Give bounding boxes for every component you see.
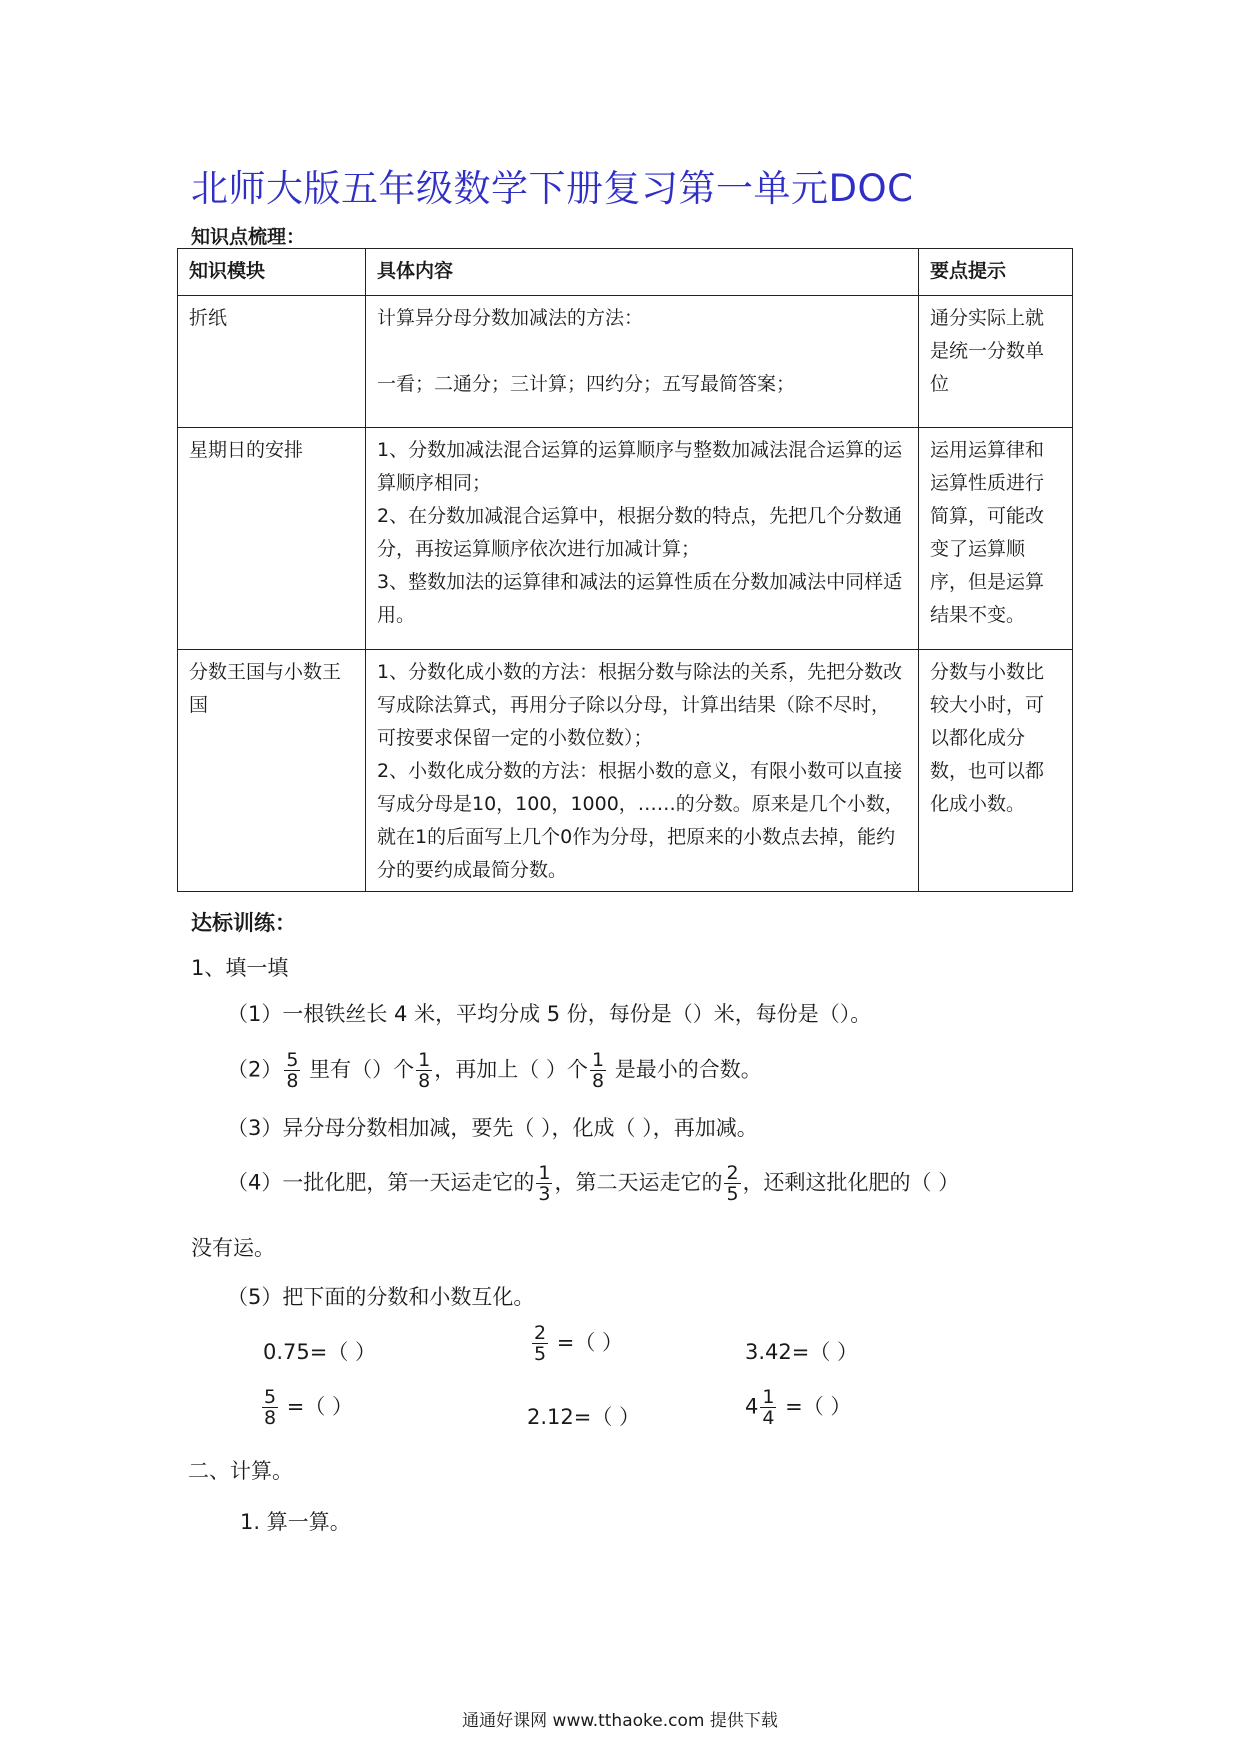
row-tip: 通分实际上就是统一分数单位 <box>919 296 1073 428</box>
fraction: $\frac{1}{4}$ <box>762 1386 775 1429</box>
content-line: 3、整数加法的运算律和减法的运算性质在分数加减法中同样适用。 <box>377 571 903 626</box>
knowledge-table <box>177 248 1073 892</box>
header-content: 具体内容 <box>366 249 919 296</box>
fraction: $\frac{5}{8}$ <box>286 1049 299 1092</box>
conversion-item: $\frac{2}{5}$ =（ ） <box>534 1322 624 1365</box>
part1-heading: 1、填一填 <box>191 956 289 980</box>
row-module: 分数王国与小数王国 <box>178 650 366 892</box>
row-content <box>366 650 919 892</box>
fraction: $\frac{2}{5}$ <box>534 1322 547 1365</box>
conversion-item: 4 $\frac{1}{4}$ =（ ） <box>745 1386 852 1429</box>
header-module: 知识模块 <box>178 249 366 296</box>
row-content <box>366 428 919 650</box>
content-line: 2、小数化成分数的方法：根据小数的意义，有限小数可以直接写成分母是10，100，1000，……的分数。原来是几个小数，就在1的后面写上几个0作为分母，把原来的小数点去掉，能约分的要约成最简分数。 <box>377 760 904 881</box>
table-row <box>178 428 1073 650</box>
row-module: 星期日的安排 <box>178 428 366 650</box>
question-4: （4）一批化肥，第一天运走它的 $\frac{1}{3}$ ，第二天运走它的 $\frac{2}{5}$ ，还剩这批化肥的（ ） <box>227 1162 960 1205</box>
fraction: $\frac{5}{8}$ <box>264 1386 277 1429</box>
conversion-item: 2.12=（ ） <box>527 1405 641 1429</box>
question-2: （2） $\frac{5}{8}$ 里有（）个 $\frac{1}{8}$ ，再加上（ ）个 $\frac{1}{8}$ 是最小的合数。 <box>227 1049 762 1092</box>
fraction: $\frac{1}{8}$ <box>591 1049 605 1092</box>
question-1: （1）一根铁丝长 4 米，平均分成 5 份，每份是（）米，每份是（）。 <box>227 1002 872 1026</box>
header-tip: 要点提示 <box>919 249 1073 296</box>
conversion-item: 3.42=（ ） <box>745 1340 859 1364</box>
fraction: $\frac{1}{8}$ <box>418 1049 431 1092</box>
practice-heading: 达标训练： <box>191 911 296 935</box>
content-line: 1、分数化成小数的方法：根据分数与除法的关系，先把分数改写成除法算式，再用分子除以分母，计算出结果（除不尽时，可按要求保留一定的小数位数）； <box>377 661 903 749</box>
page-footer: 通通好课网 www.tthaoke.com 提供下载 <box>462 1711 778 1731</box>
page-title: 北师大版五年级数学下册复习第一单元DOC <box>191 167 914 210</box>
conversion-item: 0.75=（ ） <box>263 1340 377 1364</box>
part2-subheading: 1. 算一算。 <box>240 1510 351 1534</box>
content-line: 一看；二通分；三计算；四约分；五写最简答案； <box>377 373 796 395</box>
question-5: （5）把下面的分数和小数互化。 <box>227 1285 535 1309</box>
content-line: 1、分数加减法混合运算的运算顺序与整数加减法混合运算的运算顺序相同； <box>377 439 903 494</box>
fraction: $\frac{1}{3}$ <box>538 1162 551 1205</box>
content-line: 计算异分母分数加减法的方法： <box>377 307 644 329</box>
table-row <box>178 650 1073 892</box>
section-subheading: 知识点梳理： <box>191 226 306 248</box>
table-row <box>178 296 1073 428</box>
conversion-item: $\frac{5}{8}$ =（ ） <box>264 1386 354 1429</box>
table-header-row <box>178 249 1073 296</box>
fraction: $\frac{2}{5}$ <box>726 1162 739 1205</box>
row-tip: 运用运算律和运算性质进行简算，可能改变了运算顺序，但是运算结果不变。 <box>919 428 1073 650</box>
part2-heading: 二、计算。 <box>188 1459 293 1483</box>
question-4-continuation: 没有运。 <box>191 1236 275 1260</box>
content-line: 2、在分数加减混合运算中，根据分数的特点，先把几个分数通分，再按运算顺序依次进行加减计算； <box>377 505 903 560</box>
row-content <box>366 296 919 428</box>
row-module: 折纸 <box>178 296 366 428</box>
question-3: （3）异分母分数相加减，要先（ ），化成（ ），再加减。 <box>227 1116 758 1140</box>
row-tip: 分数与小数比较大小时，可以都化成分数，也可以都化成小数。 <box>919 650 1073 892</box>
